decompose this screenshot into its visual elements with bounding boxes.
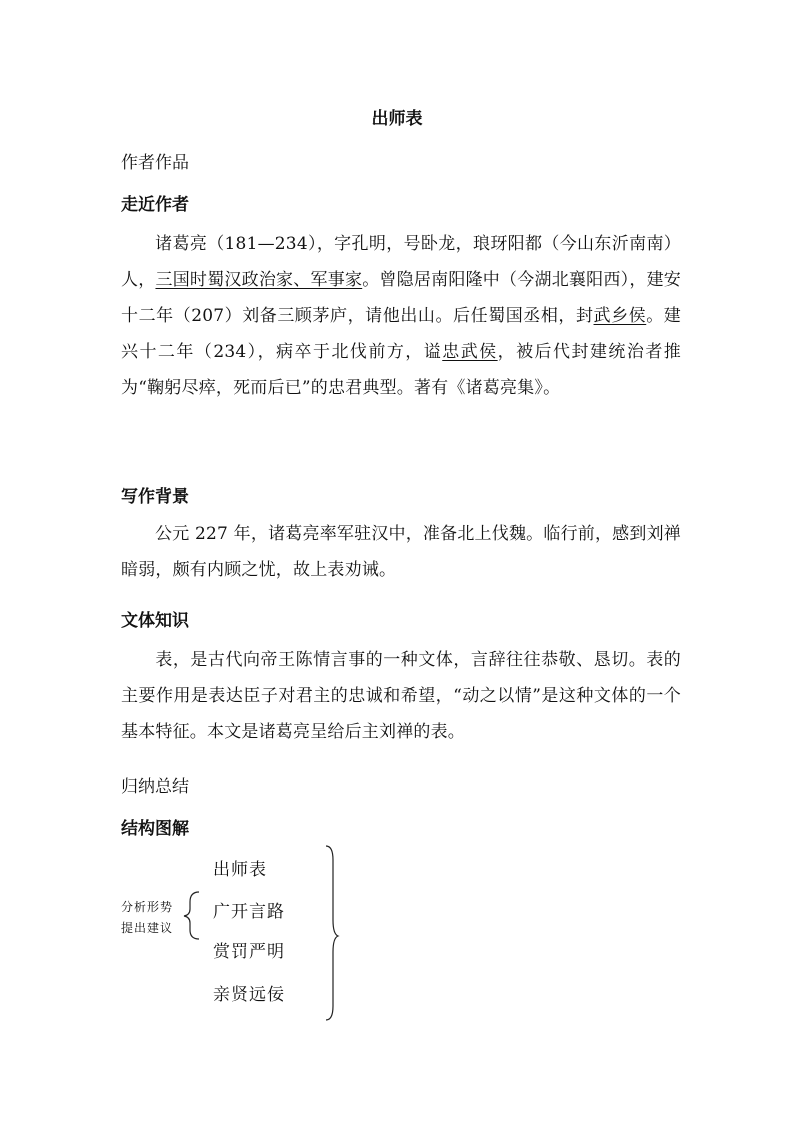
author-text-4: ，被后代封建统治者推为“鞠躬尽瘁，死而后已”的忠君典型。著有《诸葛亮集》。 [121,342,681,398]
diagram-item-3: 赏罚严明 [213,942,285,962]
author-text-2: 。曾隐居南阳隆中（今湖北襄阳西），建安十二年（207）刘备三顾茅庐，请他出山。后任蜀国丞相，封 [121,270,681,326]
diagram-left-label-1: 分析形势 [121,900,174,914]
heading-background: 写作背景 [121,487,189,507]
author-text-3: 。建兴十二年（234），病卒于北伐前方，谥 [121,306,681,362]
heading-structure: 结构图解 [121,819,189,839]
genre-paragraph [121,642,681,750]
heading-author: 走近作者 [121,195,189,215]
section-author-works: 作者作品 [121,153,189,173]
background-text: 公元 227 年，诸葛亮率军驻汉中，准备北上伐魏。临行前，感到刘禅暗弱，颇有内顾之忧，故上表劝诫。 [121,524,681,580]
author-text-1: 诸葛亮（181—234），字孔明，号卧龙，琅玡阳都（今山东沂南南）人， [121,234,681,290]
author-underline-2: 武乡侯 [593,306,647,326]
diagram-braces [0,840,794,1030]
author-underline-1: 三国时蜀汉政治家、军事家 [155,270,363,290]
diagram-item-2: 广开言路 [213,902,285,922]
section-summary: 归纳总结 [121,777,189,797]
diagram-item-1: 出师表 [213,860,267,880]
left-brace-icon [184,892,199,939]
author-underline-3: 忠武侯 [442,342,498,362]
author-paragraph [121,226,681,406]
heading-genre: 文体知识 [121,611,189,631]
genre-text: 表，是古代向帝王陈情言事的一种文体，言辞往往恭敬、恳切。表的主要作用是表达臣子对君主的忠诚和希望，“动之以情”是这种文体的一个基本特征。本文是诸葛亮呈给后主刘禅的表。 [121,650,681,742]
diagram-left-label-2: 提出建议 [121,921,174,935]
right-brace-icon [326,846,338,1020]
diagram-item-4: 亲贤远佞 [213,985,285,1005]
structure-diagram [0,840,794,1030]
page-title: 出师表 [371,109,423,129]
background-paragraph [121,516,681,588]
